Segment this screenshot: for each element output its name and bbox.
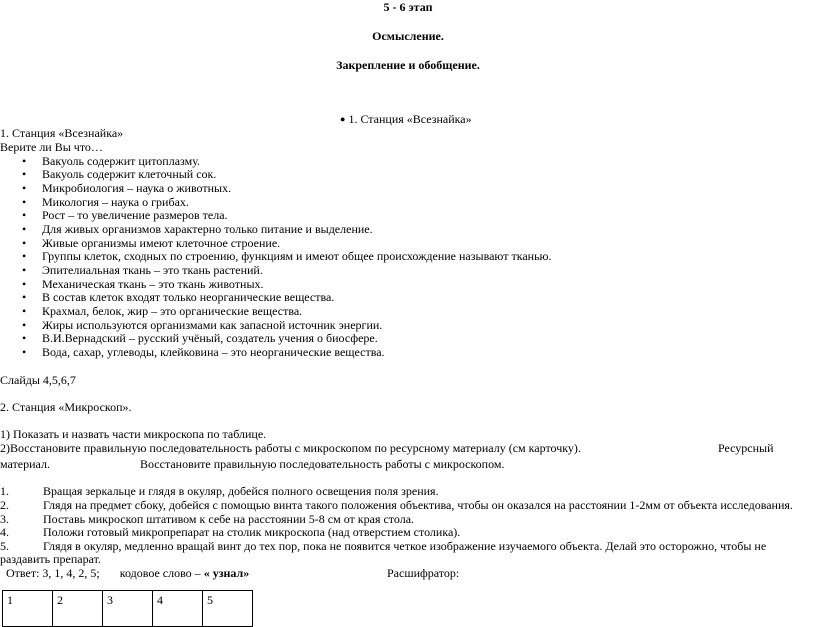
list-item-continuation: раздавить препарат.: [0, 552, 101, 566]
resource-label: Ресурсный: [718, 441, 774, 455]
list-item: 3. Поставь микроскоп штативом к себе на расстоянии 5-8 см от края стола.: [0, 512, 415, 526]
list-item: 4. Положи готовый микропрепарат на столик микроскопа (над отверстием столика).: [0, 525, 461, 539]
station-bullet-heading: ● 1. Станция «Всезнайка»: [340, 112, 472, 126]
task-1: 1) Показать и назвать части микроскопа по таблице.: [0, 427, 267, 441]
list-item: • Рост – то увеличение размеров тела.: [22, 208, 228, 222]
list-item: • Группы клеток, сходных по строению, функциям и имеют общее происхождение называют тканью.: [22, 249, 552, 263]
station2-title: 2. Станция «Микроскоп».: [0, 400, 132, 414]
station1-intro: Верите ли Вы что…: [0, 140, 103, 154]
list-item: • Механическая ткань – это ткань животных.: [22, 277, 264, 291]
decoder-label: Расшифратор:: [387, 566, 460, 580]
code-word-label: кодовое слово –: [119, 566, 201, 580]
answer-label: Ответ: 3, 1, 4, 2, 5;: [6, 566, 100, 580]
table-cell: 4: [153, 591, 203, 627]
list-item: 2. Глядя на предмет сбоку, добейся с помощью винта такого положения объектива, чтобы он оказался на расстоянии 1-2мм от объекта исследования.: [0, 498, 793, 512]
list-item: • Вода, сахар, углеводы, клейковина – это неорганические вещества.: [22, 345, 385, 359]
slides-note: Слайды 4,5,6,7: [0, 373, 76, 387]
list-item: • Микология – наука о грибах.: [22, 195, 189, 209]
restore-instruction: Восстановите правильную последовательность работы с микроскопом.: [140, 457, 505, 471]
stage-heading: 5 - 6 этап: [383, 0, 433, 14]
page-subtitle: Закрепление и обобщение.: [336, 58, 480, 72]
list-item: • Вакуоль содержит цитоплазму.: [22, 154, 200, 168]
table-cell: 1: [3, 591, 53, 627]
table-cell: 3: [103, 591, 153, 627]
list-item: • Вакуоль содержит клеточный сок.: [22, 167, 217, 181]
list-item: • В.И.Вернадский – русский учёный, создатель учения о биосфере.: [22, 331, 378, 345]
table-cell: 2: [53, 591, 103, 627]
list-item: • Эпителиальная ткань – это ткань растений.: [22, 263, 263, 277]
station1-title: 1. Станция «Всезнайка»: [0, 126, 124, 140]
resource-label-cont: материал.: [0, 457, 50, 471]
task-2: 2)Восстановите правильную последовательность работы с микроскопом по ресурсному материалу (см карточку).: [0, 441, 581, 455]
table-cell: 5: [203, 591, 253, 627]
code-word: « узнал»: [203, 566, 250, 580]
table-row: [3, 591, 253, 627]
list-item: • Крахмал, белок, жир – это органические вещества.: [22, 304, 303, 318]
list-item: • Жиры используются организмами как запасной источник энергии.: [22, 318, 383, 332]
list-item: 5. Глядя в окуляр, медленно вращай винт до тех пор, пока не появится четкое изображение изучаемого объекта. Делай это осторожно, чтобы не: [0, 539, 767, 553]
list-item: • Для живых организмов характерно только питание и выделение.: [22, 222, 373, 236]
page-title: Осмысление.: [372, 29, 444, 43]
list-item: • Микробиология – наука о животных.: [22, 181, 232, 195]
list-item: • Живые организмы имеют клеточное строение.: [22, 236, 281, 250]
answer-table: [2, 590, 253, 627]
list-item: • В состав клеток входят только неорганические вещества.: [22, 290, 335, 304]
list-item: 1. Вращая зеркальце и глядя в окуляр, добейся полного освещения поля зрения.: [0, 484, 439, 498]
answer-line: [6, 567, 249, 579]
bullet-icon: ●: [340, 114, 346, 124]
